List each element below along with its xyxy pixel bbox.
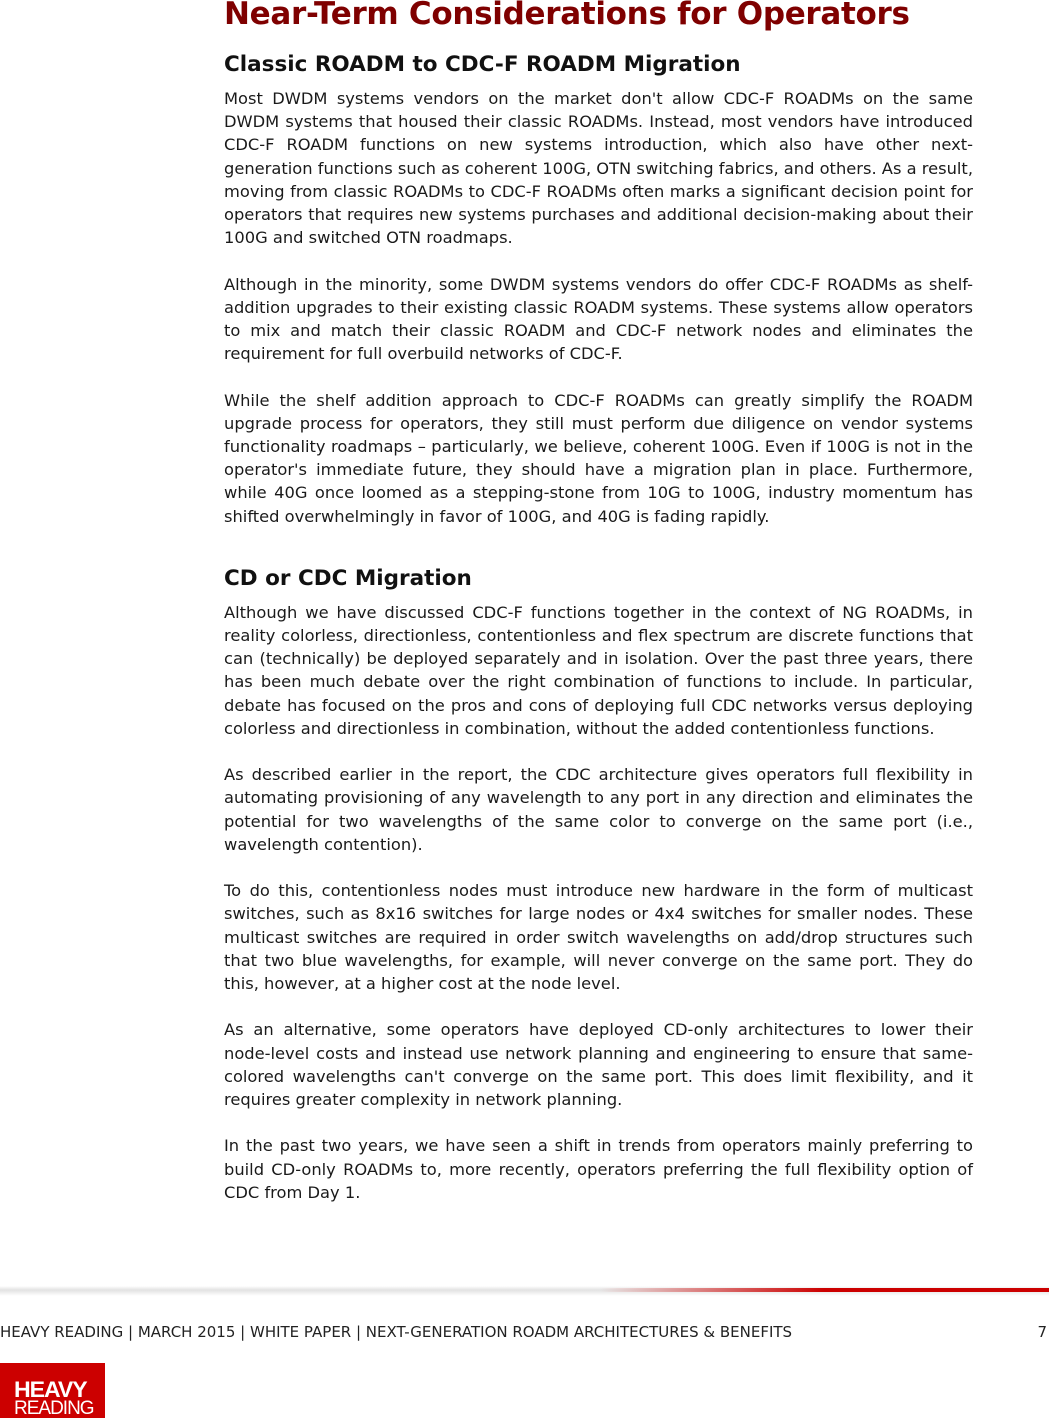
paragraph: As described earlier in the report, the CDC architecture gives operators full flexibility in automating provisioning of any wavelength to any port in any direction and eliminates the potential for two wavelengths of the same color to converge on the same port (i.e., wavelength contention). — [224, 765, 973, 854]
section-heading: Classic ROADM to CDC-F ROADM Migration — [224, 52, 741, 77]
logo-line-2: READING — [14, 1398, 94, 1418]
document-body — [224, 0, 973, 1227]
paragraph: Although we have discussed CDC-F functions together in the context of NG ROADMs, in reality colorless, directionless, contentionless and flex spectrum are discrete functions that can (technically) be deployed separately and in isolation. Over the past three years, there has been much debate over the right combination of functions to include. In particular, debate has focused on the pros and cons of deploying full CDC networks versus deploying colorless and directionless in combination, without the added contentionless functions. — [224, 602, 973, 738]
paragraph: As an alternative, some operators have deployed CD-only architectures to lower their node-level costs and instead use network planning and engineering to ensure that same-colored wavelengths can't converge on the same port. This does limit flexibility, and it requires greater complexity in network planning. — [224, 1020, 973, 1110]
paragraph: To do this, contentionless nodes must introduce new hardware in the form of multicast switches, such as 8x16 switches for large nodes or 4x4 switches for smaller nodes. These multicast switches are required in order switch wavelengths on add/drop structures such that two blue wavelengths, for example, will never converge on the same port. They do this, however, at a higher cost at the node level. — [224, 881, 973, 994]
footer-divider — [0, 1286, 1049, 1296]
heavy-reading-logo — [0, 1363, 105, 1418]
section-heading: CD or CDC Migration — [224, 565, 472, 591]
logo-line-1: HEAVY — [14, 1377, 87, 1402]
paragraph: While the shelf addition approach to CDC-F ROADMs can greatly simplify the ROADM upgrade process for operators, they still must perform due diligence on vendor systems functionality roadmaps – particularly, we believe, coherent 100G. Even if 100G is not in the operator's immediate future, they should have a migration plan in place. Furthermore, while 40G once loomed as a stepping-stone from 10G to 100G, industry momentum has shifted overwhelmingly in favor of 100G, and 40G is fading rapidly. — [224, 390, 973, 526]
paragraph: Although in the minority, some DWDM systems vendors do offer CDC-F ROADMs as shelf-addition upgrades to their existing classic ROADM systems. These systems allow operators to mix and match their classic ROADM and CDC-F network nodes and eliminates the requirement for full overbuild networks of CDC-F. — [224, 274, 973, 364]
footer-divider-accent — [600, 1288, 1049, 1292]
page-title: Near-Term Considerations for Operators — [224, 0, 910, 32]
paragraph: In the past two years, we have seen a shift in trends from operators mainly preferring to build CD-only ROADMs to, more recently, operators preferring the full flexibility option of CDC from Day 1. — [224, 1136, 973, 1202]
footer-text: HEAVY READING | MARCH 2015 | WHITE PAPER | NEXT-GENERATION ROADM ARCHITECTURES & BENEFITS — [0, 1323, 793, 1341]
paragraph: Most DWDM systems vendors on the market don't allow CDC-F ROADMs on the same DWDM systems that housed their classic ROADMs. Instead, most vendors have introduced CDC-F ROADM functions on new systems introduction, which also have other next-generation functions such as coherent 100G, OTN switching fabrics, and others. As a result, moving from classic ROADMs to CDC-F ROADMs often marks a significant decision point for operators that requires new systems purchases and additional decision-making about their 100G and switched OTN roadmaps. — [224, 89, 973, 248]
page-footer — [0, 1323, 1049, 1341]
page-number: 7 — [1037, 1323, 1047, 1341]
